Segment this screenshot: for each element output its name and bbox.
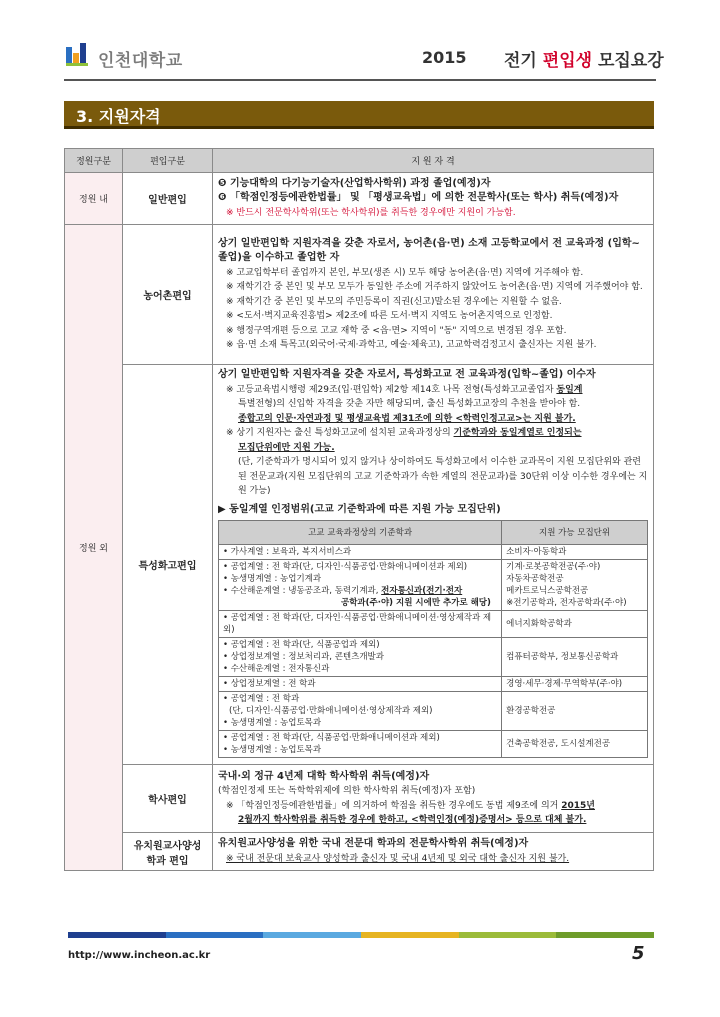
scope-left-line: • 수산해운계열 : 냉동공조과, 동력기계과, xyxy=(223,586,382,596)
scope-right-line: 컴퓨터공학부, 정보통신공학과 xyxy=(506,652,619,662)
eligibility-table xyxy=(64,148,654,871)
scope-left-cell xyxy=(219,560,502,611)
note-text: ※ 고등교육법시행령 제29조(입·편입학) 제2항 제14호 나목 전형(특성화고교졸업자 xyxy=(226,384,557,395)
type-cell: 농어촌편입 xyxy=(123,225,213,365)
note-emphasis: 2월까지 학사학위를 취득한 경우에 한하고, <학력인정(예정)증명서> 등으로 대체 불가. xyxy=(238,815,587,825)
scope-right-line: 기계·로봇공학전공(주·야) xyxy=(506,562,601,572)
note-emphasis: 종합고의 인문·자연과정 및 평생교육법 제31조에 의한 <학력인정고교>는 지원 불가. xyxy=(238,413,576,424)
qual-note xyxy=(218,383,648,398)
note-emphasis: 2015년 xyxy=(561,800,595,811)
scope-row xyxy=(219,731,648,758)
university-logo xyxy=(64,41,214,69)
table-row xyxy=(65,765,654,833)
scope-row xyxy=(219,677,648,692)
scope-left-line: 공학과(주·야) 지원 시에만 추가로 해당) xyxy=(341,598,491,608)
header-year: 2015 xyxy=(422,48,467,67)
table-row xyxy=(65,365,654,765)
scope-right-cell xyxy=(502,677,648,692)
scope-left-line: • 공업계열 : 전 학과(단, 디자인·식품공업·만화애니메이션과 제외) xyxy=(223,562,468,572)
table-header-row xyxy=(65,149,654,173)
type-line: 유치원교사양성 xyxy=(133,840,202,852)
note-text: ※ 상기 지원자는 출신 특성화고교에 설치된 교육과정상의 xyxy=(226,428,454,438)
qual-note: ※ 반드시 전문학사학위(또는 학사학위)를 취득한 경우에만 지원이 가능함. xyxy=(226,207,516,218)
type-cell: 학사편입 xyxy=(123,765,213,833)
scope-row xyxy=(219,611,648,638)
header-divider xyxy=(64,79,656,81)
qual-note xyxy=(218,426,648,441)
scope-left-line: • 공업계열 : 전 학과(단, 식품공업과 제외) xyxy=(223,640,380,650)
quota-cell: 정원 내 xyxy=(65,173,123,225)
qual-note: ※ 국내 전문대 보육교사 양성학과 출신자 및 국내 4년제 및 외국 대학 출신자 지원 불가. xyxy=(226,853,570,864)
footer-url[interactable]: http://www.incheon.ac.kr xyxy=(68,950,211,961)
qual-note xyxy=(218,799,648,814)
scope-left-cell xyxy=(219,638,502,677)
scope-left-line: (단, 디자인·식품공업·만화애니메이션·영상제작과 제외) xyxy=(229,706,433,716)
qual-line: 유치원교사양성을 위한 국내 전문대 학과의 전문학사학위 취득(예정)자 xyxy=(218,838,529,849)
quota-cell: 정원 외 xyxy=(65,225,123,871)
qual-line: (학점인정제 또는 독학학위제에 의한 학사학위 취득(예정)자 포함) xyxy=(218,786,476,796)
scope-row xyxy=(219,545,648,560)
scope-right-cell xyxy=(502,638,648,677)
col-header-quota: 정원구분 xyxy=(65,149,123,173)
scope-left-cell xyxy=(219,692,502,731)
scope-left-line: • 공업계열 : 전 학과(단, 식품공업·만화애니메이션과 제외) xyxy=(223,733,440,743)
scope-left-line: • 공업계열 : 전 학과(단, 디자인·식품공업·만화애니메이션·영상제작과 제외) xyxy=(223,613,492,635)
scope-row xyxy=(219,638,648,677)
scope-right-cell xyxy=(502,611,648,638)
scope-table xyxy=(218,520,648,758)
scope-left-line: • 상업정보계열 : 전 학과 xyxy=(223,679,316,689)
scope-left-cell xyxy=(219,611,502,638)
color-bar-segment xyxy=(361,932,459,938)
type-cell xyxy=(123,833,213,871)
scope-row xyxy=(219,560,648,611)
type-line: 학과 편입 xyxy=(146,855,189,867)
qual-note: 특별전형)의 신입학 자격을 갖춘 자만 해당되며, 출신 특성화고교장의 추천을 받아야 함. xyxy=(238,399,581,409)
note-emphasis: 기준학과와 동일계열로 인정되는 xyxy=(453,428,582,438)
scope-right-line: 경영·세무·경제·무역학부(주·야) xyxy=(506,679,623,689)
scope-header-left: 고교 교육과정상의 기준학과 xyxy=(219,521,502,545)
color-bar-segment xyxy=(68,932,166,938)
scope-right-line: ※전기공학과, 전자공학과(주·야) xyxy=(506,598,627,608)
qual-note: (단, 기준학과가 명시되어 있지 않거나 상이하여도 특성화고에서 이수한 교과목이 지원 모집단위와 관련된 전문교과(지원 모집단위의 고교 기준학과가 속한 계열의 전문교과)를 30단위 이상 이수한 경우에는 지원 가능) xyxy=(238,457,648,496)
color-bar-segment xyxy=(263,932,361,938)
table-row xyxy=(65,833,654,871)
color-bar-segment xyxy=(166,932,264,938)
note-text: ※ 「학점인정등에관한법률」에 의거하여 학점을 취득한 경우에도 동법 제9조에 의거 xyxy=(226,800,562,811)
scope-right-cell xyxy=(502,731,648,758)
scope-right-line: 자동차공학전공 xyxy=(506,574,564,584)
qual-note: ※ 고교입학부터 졸업까지 본인, 부모(생존 시) 모두 해당 농어촌(읍·면) 지역에 거주해야 함. xyxy=(226,267,584,278)
color-bar-segment xyxy=(556,932,654,938)
scope-left-cell xyxy=(219,677,502,692)
table-row xyxy=(65,173,654,225)
scope-left-line: • 농생명계열 : 농업토목과 xyxy=(223,718,322,728)
scope-left-line: 전자통신과(전기·전자 xyxy=(381,586,463,596)
qual-line: ❺ 기능대학의 다기능기술자(산업학사학위) 과정 졸업(예정)자 xyxy=(218,177,491,189)
scope-title: ▶ 동일계열 인정범위(고교 기준학과에 따른 지원 가능 모집단위) xyxy=(218,503,501,515)
logo-text: 인천대학교 xyxy=(98,51,183,71)
scope-left-line: • 수산해운계열 : 전자통신과 xyxy=(223,664,330,674)
scope-right-line: 소비자·아동학과 xyxy=(506,547,567,557)
qualification-cell xyxy=(213,365,654,765)
footer-color-bar xyxy=(68,932,654,938)
page-number: 5 xyxy=(632,943,645,964)
note-emphasis: 동일계 xyxy=(556,384,583,395)
qualification-cell xyxy=(213,225,654,365)
qual-line: ❻ 「학점인정등에관한법률」 및 「평생교육법」에 의한 전문학사(또는 학사) 취득(예정)자 xyxy=(218,192,619,204)
col-header-qualification: 지 원 자 격 xyxy=(213,149,654,173)
qual-line: 상기 일반편입학 지원자격을 갖춘 자로서, 특성화고교 전 교육과정(입학~졸업) 이수자 xyxy=(218,369,596,380)
qualification-cell xyxy=(213,765,654,833)
color-bar-segment xyxy=(459,932,557,938)
section-banner xyxy=(64,101,654,129)
scope-left-line: • 상업정보계열 : 정보처리과, 콘텐츠개발과 xyxy=(223,652,384,662)
qual-note: ※ 재학기간 중 본인 및 부모의 주민등록이 직권(신고)말소된 경우에는 지원할 수 없음. xyxy=(226,296,562,307)
table-row xyxy=(65,225,654,365)
scope-row xyxy=(219,692,648,731)
type-cell: 특성화고편입 xyxy=(123,365,213,765)
scope-right-cell xyxy=(502,560,648,611)
qual-note: ※ 재학기간 중 본인 및 부모 모두가 동일한 주소에 거주하지 않았어도 농어촌(읍·면) 지역에 거주했어야 함. xyxy=(226,282,643,292)
scope-left-cell xyxy=(219,545,502,560)
section-title: 3. 지원자격 xyxy=(76,107,161,126)
scope-right-line: 건축공학전공, 도시설계전공 xyxy=(506,739,611,749)
scope-left-line: • 농생명계열 : 농업토목과 xyxy=(223,745,322,755)
qual-line: 국내·외 정규 4년제 대학 학사학위 취득(예정)자 xyxy=(218,770,430,782)
header-title: 전기 편입생 모집요강 xyxy=(504,51,664,71)
qual-note: ※ 행정구역개편 등으로 고교 재학 중 <읍·면> 지역이 "동" 지역으로 변경된 경우 포함. xyxy=(226,325,567,336)
scope-right-line: 메카트로닉스공학전공 xyxy=(506,586,589,596)
qual-note: ※ 읍·면 소재 특목고(외국어·국제·과학고, 예술·체육고), 고교학력검정고시 출신자는 지원 불가. xyxy=(226,340,597,350)
scope-right-cell xyxy=(502,692,648,731)
note-emphasis: 모집단위에만 지원 가능. xyxy=(238,442,335,453)
scope-header-right: 지원 가능 모집단위 xyxy=(502,521,648,545)
col-header-type: 편입구분 xyxy=(123,149,213,173)
scope-left-cell xyxy=(219,731,502,758)
qualification-cell xyxy=(213,173,654,225)
scope-left-line: • 농생명계열 : 농업기계과 xyxy=(223,574,322,584)
qual-note: ※ <도서·벽지교육진흥법> 제2조에 따른 도서·벽지 지역도 농어촌지역으로 인정함. xyxy=(226,311,553,321)
type-cell: 일반편입 xyxy=(123,173,213,225)
logo-mark-icon xyxy=(64,41,94,69)
page-header xyxy=(64,38,664,82)
qualification-cell xyxy=(213,833,654,871)
scope-right-cell xyxy=(502,545,648,560)
scope-left-line: • 가사계열 : 보육과, 복지서비스과 xyxy=(223,547,352,557)
scope-right-line: 에너지화학공학과 xyxy=(506,619,572,629)
qual-line: 상기 일반편입학 지원자격을 갖춘 자로서, 농어촌(읍·면) 소재 고등학교에서 전 교육과정 (입학~졸업)을 이수하고 졸업한 자 xyxy=(218,237,640,263)
scope-right-line: 환경공학전공 xyxy=(506,706,556,716)
scope-left-line: • 공업계열 : 전 학과 xyxy=(223,694,300,704)
